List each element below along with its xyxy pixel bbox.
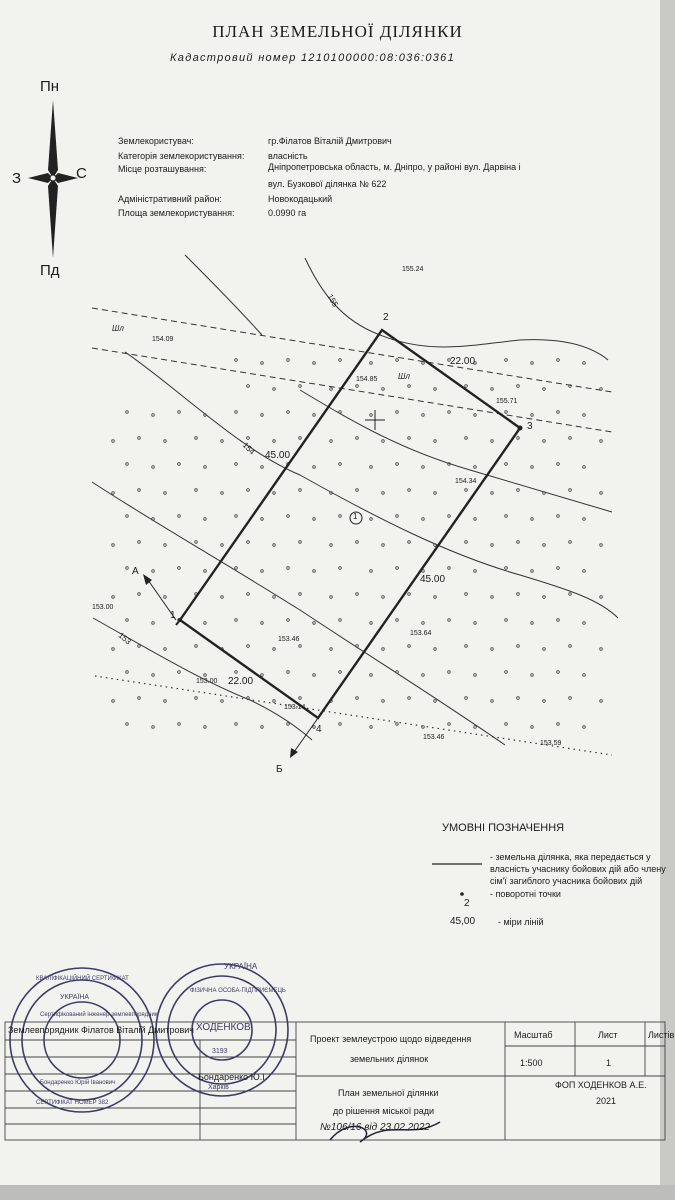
stamp-text: Сертифікований інженер-землевпорядник (40, 1012, 158, 1018)
point-label: 4 (316, 724, 322, 735)
elevation-label: 153.59 (540, 740, 562, 747)
dimension-label: 22.00 (450, 356, 476, 367)
owner-row: Землевпорядник Філатов Віталій Дмитрович (8, 1025, 194, 1035)
point-label: 1 (170, 610, 176, 621)
area-label: Площа землекористування: (118, 208, 235, 218)
dimension-label: 45.00 (420, 574, 446, 585)
district-value: Новокодацький (268, 194, 333, 204)
decision-number: №106/16 від 23.02.2022 (320, 1122, 430, 1133)
legend-item-text: сім'ї загиблого учасника бойових дій (490, 876, 643, 886)
page-title: ПЛАН ЗЕМЕЛЬНОЇ ДІЛЯНКИ (212, 22, 463, 41)
stamp-text: Бондаренко Юрій Іванович (40, 1080, 116, 1086)
legend-point-sample: 2 (464, 898, 470, 909)
compass-south: Пд (40, 262, 60, 279)
doc-title-2: до рішення міської ради (333, 1106, 435, 1116)
road-label: Шл (398, 372, 410, 381)
dimension-label: 22.00 (228, 676, 254, 687)
user-value: гр.Філатов Віталій Дмитрович (268, 136, 392, 146)
location-label: Місце розташування: (118, 164, 207, 174)
elevation-label: 153.46 (278, 636, 300, 643)
cadastral-number: Кадастровий номер 1210100000:08:036:0361 (170, 52, 456, 64)
stamp-text: ФІЗИЧНА ОСОБА-ПІДПРИЄМЕЦЬ (190, 988, 286, 994)
elevation-label: 153.14 (284, 704, 306, 711)
legend-dim-sample: 45,00 (450, 916, 476, 927)
elevation-label: 153.00 (196, 678, 218, 685)
point-label: 2 (383, 312, 389, 323)
category-label: Категорія землекористування: (118, 151, 245, 161)
stamp-text: УКРАЇНА (60, 994, 90, 1001)
elevation-label: 154.09 (152, 336, 174, 343)
stamp-text: Харків (208, 1084, 229, 1091)
compass-west: З (12, 170, 22, 187)
compass-rose-icon (28, 100, 78, 258)
elevation-label: 153.46 (423, 734, 445, 741)
scale-value: 1:500 (520, 1058, 543, 1068)
compass-north: Пн (40, 78, 60, 95)
point-label: 3 (527, 421, 533, 432)
year: 2021 (596, 1096, 617, 1106)
contour-label: 154 (240, 440, 257, 457)
location-value-2: вул. Бузкової ділянка № 622 (268, 179, 387, 189)
scale-label: Масштаб (514, 1030, 553, 1040)
sheet-label: Лист (598, 1030, 618, 1040)
engineer-name: Бондаренко Ю.І. (198, 1072, 268, 1082)
legend-item-text: - міри ліній (498, 917, 544, 927)
location-value-1: Дніпропетровська область, м. Дніпро, у районі вул. Дарвіна і (268, 162, 521, 172)
legend-item-text: - поворотні точки (490, 889, 561, 899)
elevation-label: 154.85 (356, 376, 378, 383)
road-label: Шл (112, 324, 124, 333)
sheets-label: Листів (648, 1030, 675, 1040)
stamp-text: ХОДЕНКОВ (196, 1022, 251, 1033)
parcel-id: 1 (353, 512, 358, 521)
project-title-2: земельних ділянок (350, 1054, 429, 1064)
section-a-label: А (132, 566, 139, 577)
elevation-label: 153.64 (410, 630, 432, 637)
elevation-label: 153.00 (92, 604, 114, 611)
elevation-label: 155.24 (402, 266, 424, 273)
dimension-label: 45.00 (265, 450, 291, 461)
contour-label: 155 (325, 292, 340, 309)
elevation-label: 154.34 (455, 478, 477, 485)
legend-title: УМОВНІ ПОЗНАЧЕННЯ (442, 822, 565, 834)
project-title-1: Проект землеустрою щодо відведення (310, 1034, 472, 1044)
user-label: Землекористувач: (118, 136, 194, 146)
section-b-label: Б (276, 764, 283, 775)
legend-item-text: - земельна ділянка, яка передається у (490, 852, 651, 862)
area-value: 0.0990 га (268, 208, 307, 218)
elevation-label: 155.71 (496, 398, 518, 405)
district-label: Адміністративний район: (118, 194, 222, 204)
contour-label: 153 (116, 630, 133, 647)
stamp-text: 3193 (212, 1048, 228, 1055)
doc-title-1: План земельної ділянки (338, 1088, 439, 1098)
category-value: власність (268, 151, 308, 161)
legend-item-text: власність учаснику бойових дій або члену (490, 864, 666, 874)
sheet-value: 1 (606, 1058, 612, 1068)
stamp-text: СЕРТИФІКАТ НОМЕР 382 (36, 1100, 109, 1106)
company-name: ФОП ХОДЕНКОВ А.Е. (555, 1080, 647, 1090)
stamp-text: КВАЛІФІКАЦІЙНИЙ СЕРТИФІКАТ (36, 976, 129, 982)
compass-east: С (76, 165, 87, 182)
stamp-text: УКРАЇНА (224, 962, 258, 971)
parcel-outline (180, 330, 520, 718)
